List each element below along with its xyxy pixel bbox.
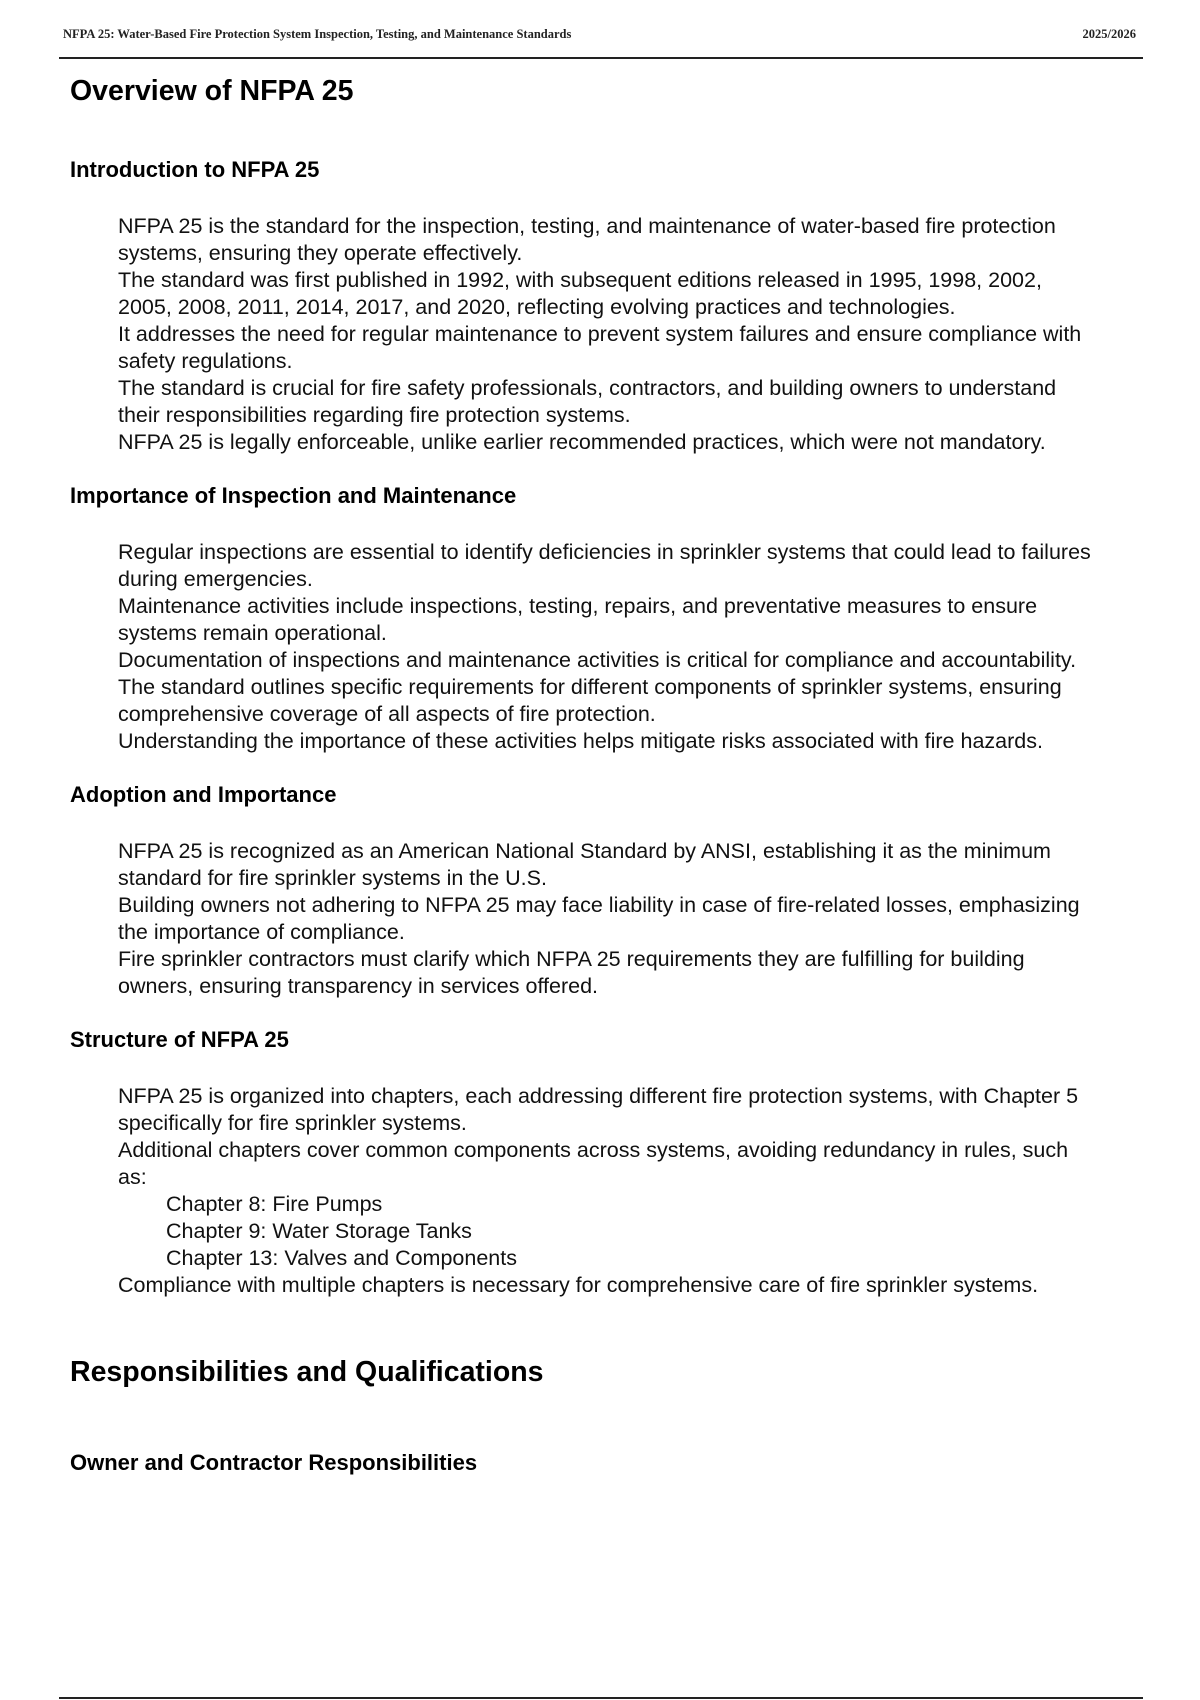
list-item: Regular inspections are essential to identify deficiencies in sprinkler systems that could lead to failures during emergencies. bbox=[118, 540, 1091, 591]
list-item: NFPA 25 is the standard for the inspection, testing, and maintenance of water-based fire protection systems, ensuring they operate effectively. bbox=[118, 214, 1056, 265]
subsection-title: Adoption and Importance bbox=[70, 782, 337, 807]
section-title: Responsibilities and Qualifications bbox=[70, 1356, 544, 1388]
list-item: Documentation of inspections and maintenance activities is critical for compliance and accountability. bbox=[118, 648, 1077, 672]
bullet-list bbox=[70, 838, 1098, 1000]
section-title: Overview of NFPA 25 bbox=[70, 75, 354, 107]
bullet-list bbox=[70, 539, 1098, 755]
list-item: Fire sprinkler contractors must clarify which NFPA 25 requirements they are fulfilling for building owners, ensuring transparency in services offered. bbox=[118, 947, 1025, 998]
list-item: NFPA 25 is legally enforceable, unlike earlier recommended practices, which were not mandatory. bbox=[118, 430, 1046, 454]
list-item: Additional chapters cover common components across systems, avoiding redundancy in rules, such as: bbox=[118, 1138, 1069, 1189]
list-item: The standard is crucial for fire safety professionals, contractors, and building owners to understand their responsibilities regarding fire protection systems. bbox=[118, 376, 1057, 427]
list-item: The standard outlines specific requirements for different components of sprinkler systems, ensuring comprehensive coverage of all aspects of fire protection. bbox=[118, 675, 1062, 726]
list-item: Maintenance activities include inspections, testing, repairs, and preventative measures to ensure systems remain operational. bbox=[118, 594, 1038, 645]
header-title: NFPA 25: Water-Based Fire Protection System Inspection, Testing, and Maintenance Standards bbox=[63, 27, 572, 41]
list-item: NFPA 25 is organized into chapters, each addressing different fire protection systems, with Chapter 5 specifically for fire sprinkler systems. bbox=[118, 1084, 1079, 1135]
document-body bbox=[70, 72, 1100, 1477]
nested-list-item: Chapter 13: Valves and Components bbox=[166, 1246, 517, 1270]
header-year: 2025/2026 bbox=[1082, 27, 1136, 41]
subsection-title: Owner and Contractor Responsibilities bbox=[70, 1450, 478, 1475]
list-item: Understanding the importance of these activities helps mitigate risks associated with fire hazards. bbox=[118, 729, 1043, 753]
page-header bbox=[59, 24, 1143, 59]
list-item: The standard was first published in 1992, with subsequent editions released in 1995, 1998, 2002, 2005, 2008, 2011, 2014, 2017, and 2020, reflecting evolving practices and technologies. bbox=[118, 268, 1042, 319]
nested-list-item: Chapter 8: Fire Pumps bbox=[166, 1192, 383, 1216]
bullet-list bbox=[70, 213, 1098, 456]
list-item: It addresses the need for regular maintenance to prevent system failures and ensure compliance with safety regulations. bbox=[118, 322, 1082, 373]
nested-list-container bbox=[118, 1191, 1098, 1272]
subsection-title: Importance of Inspection and Maintenance bbox=[70, 483, 517, 508]
footer-divider bbox=[59, 1697, 1143, 1699]
subsection-title: Introduction to NFPA 25 bbox=[70, 157, 320, 182]
list-item: Building owners not adhering to NFPA 25 may face liability in case of fire-related losses, emphasizing the importance of compliance. bbox=[118, 893, 1080, 944]
list-item: NFPA 25 is recognized as an American National Standard by ANSI, establishing it as the minimum standard for fire sprinkler systems in the U.S. bbox=[118, 839, 1051, 890]
list-item: Compliance with multiple chapters is necessary for comprehensive care of fire sprinkler systems. bbox=[118, 1273, 1039, 1297]
bullet-list bbox=[70, 1083, 1098, 1299]
nested-list-item: Chapter 9: Water Storage Tanks bbox=[166, 1219, 472, 1243]
nested-list bbox=[118, 1191, 1098, 1272]
subsection-title: Structure of NFPA 25 bbox=[70, 1027, 289, 1052]
